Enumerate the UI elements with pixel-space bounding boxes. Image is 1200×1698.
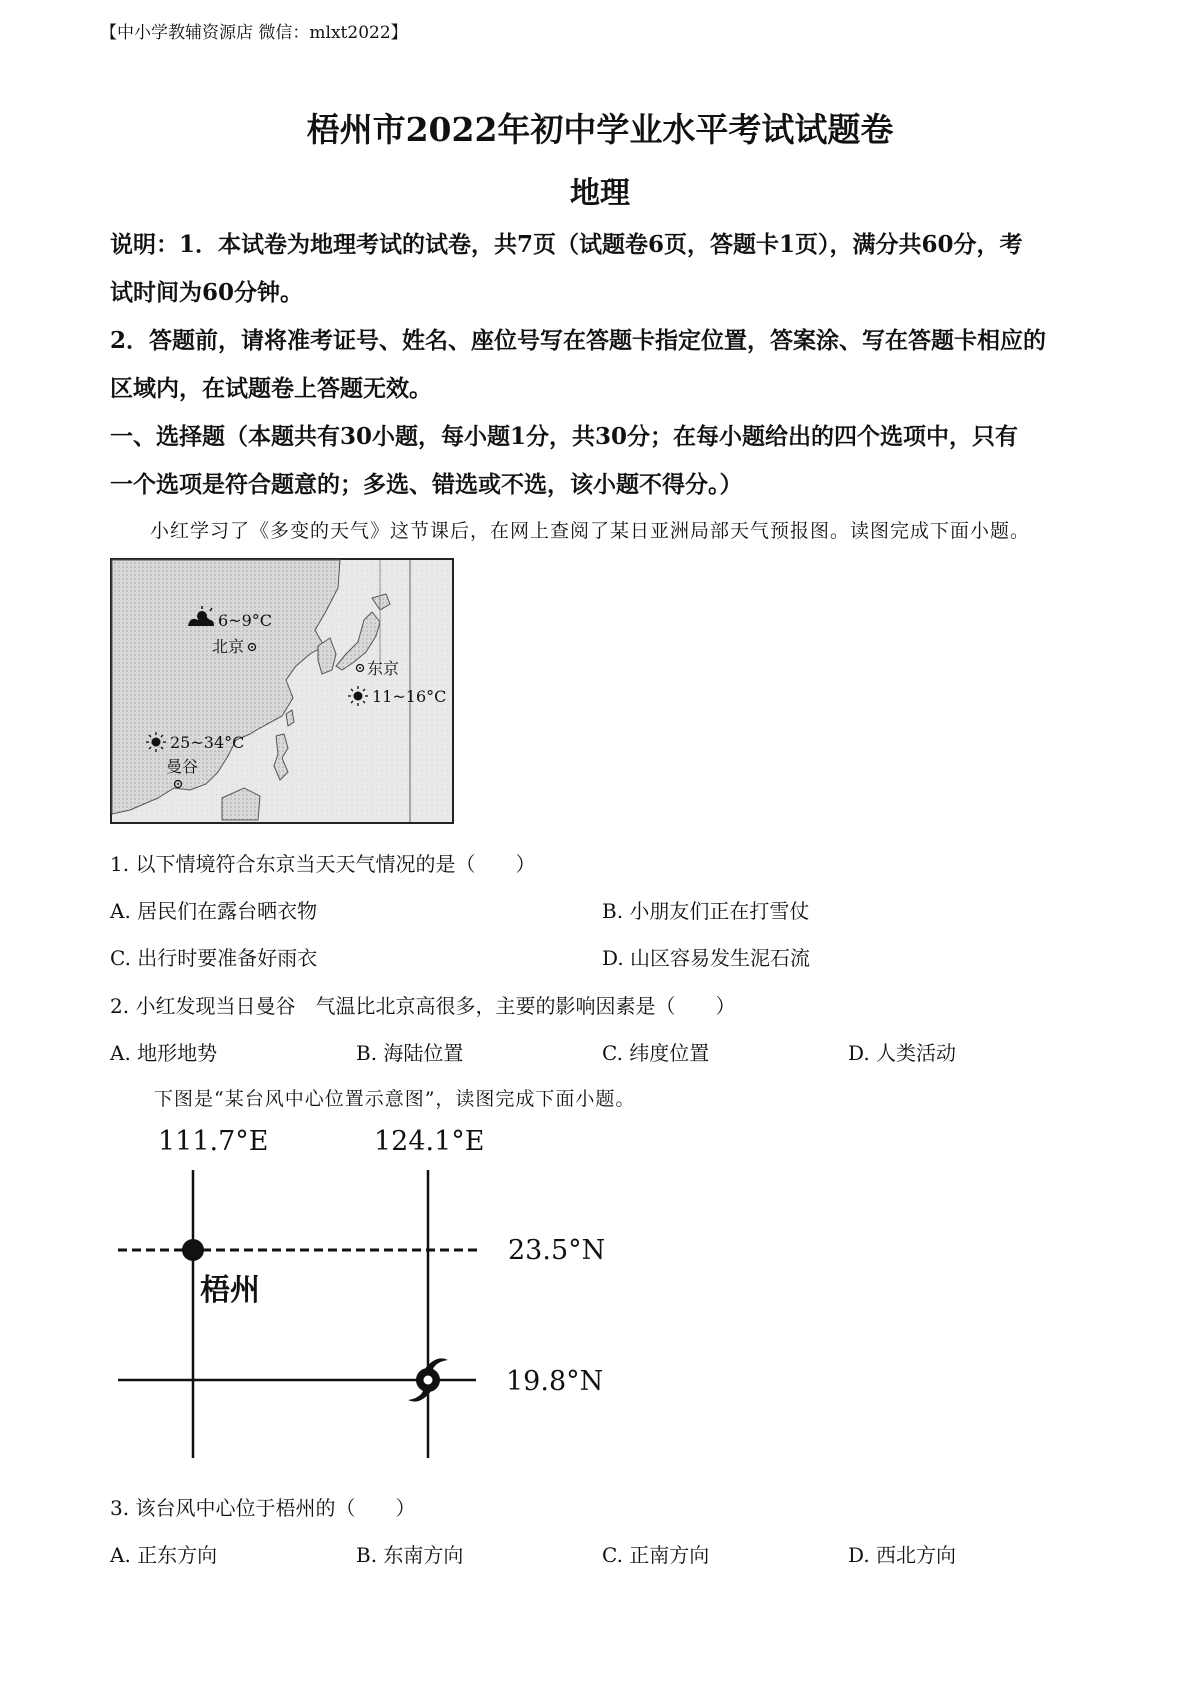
question-3-option-a[interactable]: A. 正东方向 [110, 1543, 218, 1567]
longitude-label-2: 124.1°E [374, 1126, 485, 1157]
page-title: 梧州市2022年初中学业水平考试试题卷 [306, 110, 894, 149]
instruction-line-4: 区域内，在试题卷上答题无效。 [110, 375, 432, 402]
question-3-option-d[interactable]: D. 西北方向 [848, 1543, 957, 1567]
intro-paragraph-2: 下图是“某台风中心位置示意图”，读图完成下面小题。 [154, 1088, 636, 1110]
bangkok-label: 曼谷 [166, 757, 199, 776]
question-3-stem: 3. 该台风中心位于梧州的（ ） [110, 1496, 416, 1520]
question-1-option-b[interactable]: B. 小朋友们正在打雪仗 [602, 899, 810, 923]
question-2-option-a[interactable]: A. 地形地势 [110, 1041, 218, 1065]
intro-paragraph-1: 小红学习了《多变的天气》这节课后，在网上查阅了某日亚洲局部天气预报图。读图完成下面小题。 [150, 520, 1031, 542]
tokyo-label: 东京 [367, 659, 400, 678]
weather-map [110, 558, 454, 824]
question-3-option-b[interactable]: B. 东南方向 [356, 1543, 464, 1567]
header-note: 【中小学教辅资源店 微信：mlxt2022】 [100, 23, 408, 43]
question-2-option-c[interactable]: C. 纬度位置 [602, 1041, 710, 1065]
question-3-option-c[interactable]: C. 正南方向 [602, 1543, 710, 1567]
beijing-temp: 6~9°C [218, 611, 273, 630]
longitude-label-1: 111.7°E [158, 1126, 269, 1157]
instruction-line-2: 试时间为60分钟。 [110, 279, 304, 306]
question-2-option-b[interactable]: B. 海陆位置 [356, 1041, 464, 1065]
section-heading-line-1: 一、选择题（本题共有30小题，每小题1分，共30分；在每小题给出的四个选项中，只有 [110, 423, 1019, 450]
question-1-option-a[interactable]: A. 居民们在露台晒衣物 [110, 899, 318, 923]
instruction-line-3: 2．答题前，请将准考证号、姓名、座位号写在答题卡指定位置，答案涂、写在答题卡相应的 [110, 327, 1047, 354]
wuzhou-label: 梧州 [200, 1273, 260, 1308]
beijing-label: 北京 [212, 637, 245, 656]
latitude-label-1: 23.5°N [508, 1235, 606, 1266]
sunny-icon-bangkok [146, 732, 166, 752]
section-heading-line-2: 一个选项是符合题意的；多选、错选或不选，该小题不得分。） [110, 471, 743, 498]
question-2-option-d[interactable]: D. 人类活动 [848, 1041, 957, 1065]
question-1-option-c[interactable]: C. 出行时要准备好雨衣 [110, 946, 318, 970]
sunny-icon-tokyo [348, 686, 368, 706]
instruction-line-1: 说明：1．本试卷为地理考试的试卷，共7页（试题卷6页，答题卡1页），满分共60分，考 [110, 231, 1023, 258]
wuzhou-point [182, 1239, 204, 1261]
question-1-stem: 1. 以下情境符合东京当天天气情况的是（ ） [110, 852, 536, 876]
question-1-option-d[interactable]: D. 山区容易发生泥石流 [602, 946, 811, 970]
question-2-stem: 2. 小红发现当日曼谷 气温比北京高很多，主要的影响因素是（ ） [110, 994, 736, 1018]
tokyo-temp: 11~16°C [372, 687, 447, 706]
typhoon-diagram [110, 1118, 630, 1468]
subject-title: 地理 [570, 176, 630, 211]
latitude-label-2: 19.8°N [506, 1366, 604, 1397]
bangkok-temp: 25~34°C [170, 733, 245, 752]
